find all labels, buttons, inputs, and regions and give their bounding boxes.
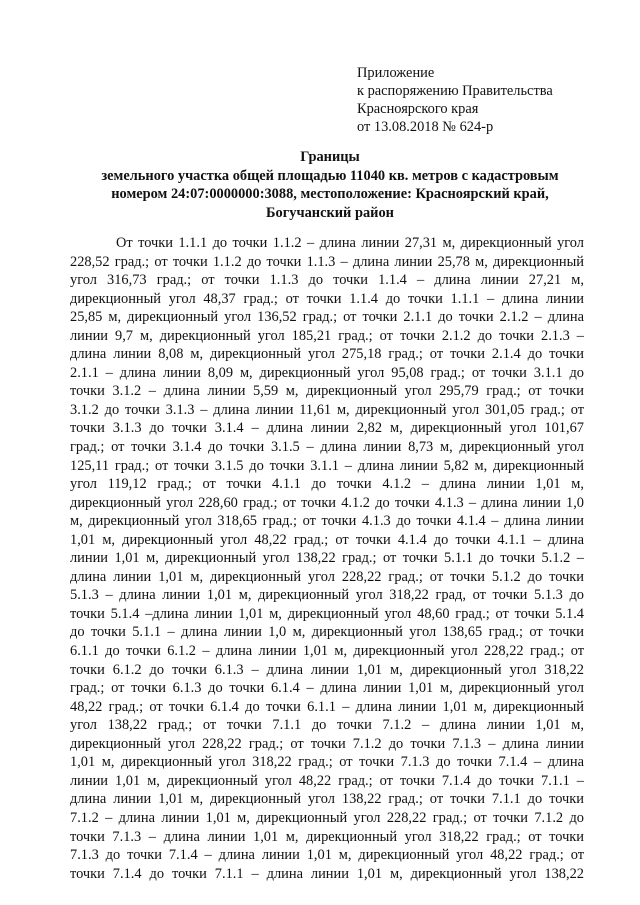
body-text-line: точки 7.1.4 до точки 7.1.1 – длина линии 1,01 м, дирекционный угол 138,22 <box>70 865 584 882</box>
body-text-line: От точки 1.1.1 до точки 1.1.2 – длина линии 27,31 м, дирекционный угол <box>116 235 584 251</box>
body-text-line: 5.1.3 – длина линии 1,01 м, дирекционный угол 318,22 град, от точки 5.1.3 до <box>70 587 584 604</box>
document-heading <box>70 148 590 222</box>
body-text-line: точки 6.1.2 до точки 6.1.3 – длина линии 1,01 м, дирекционный угол 318,22 <box>70 661 584 678</box>
body-text-line: до точки 5.1.1 – длина линии 1,0 м, дирекционный угол 138,65 град.; от точки <box>70 624 584 641</box>
body-text-line: длина линии 1,01 м, дирекционный угол 138,22 град.; от точки 7.1.1 до точки <box>70 791 584 808</box>
body-text-line: 25,85 м, дирекционный угол 136,52 град.; от точки 2.1.1 до точки 2.1.2 – длина <box>70 309 584 326</box>
body-text-line: линии 1,01 м, дирекционный угол 138,22 град.; от точки 5.1.1 до точки 5.1.2 – <box>70 550 584 567</box>
body-text-line: 48,22 град.; от точки 6.1.4 до точки 6.1.1 – длина линии 1,01 м, дирекционный <box>70 698 584 715</box>
body-text-line: 228,52 град.; от точки 1.1.2 до точки 1.1.3 – длина линии 25,78 м, дирекционный <box>70 253 584 270</box>
body-text-line: дирекционный угол 228,22 град.; от точки 7.1.2 до точки 7.1.3 – длина линии <box>70 735 584 752</box>
body-text-line: дирекционный угол 48,37 град.; от точки 1.1.4 до точки 1.1.1 – длина линии <box>70 290 584 307</box>
body-text-line: 7.1.3 до точки 7.1.4 – длина линии 1,01 м, дирекционный угол 48,22 град.; от <box>70 847 584 864</box>
appendix-order-ref: к распоряжению Правительства <box>357 83 553 99</box>
body-text-line: точки 7.1.3 – длина линии 1,01 м, дирекционный угол 318,22 град.; от точки <box>70 828 584 845</box>
body-text-line: 3.1.2 до точки 3.1.3 – длина линии 11,61 м, дирекционный угол 301,05 град.; от <box>70 401 584 418</box>
body-text-line: град.; от точки 6.1.3 до точки 6.1.4 – длина линии 1,01 м, дирекционный угол <box>70 680 584 697</box>
boundary-description-text <box>70 234 584 883</box>
body-text-line: точки 5.1.4 –длина линии 1,01 м, дирекционный угол 48,60 град.; от точки 5.1.4 <box>70 605 584 622</box>
heading-line-cadastral: номером 24:07:0000000:3088, местоположение: Красноярский край, <box>111 186 549 202</box>
heading-line-district: Богучанский район <box>266 204 394 221</box>
body-text-line: град.; от точки 3.1.4 до точки 3.1.5 – длина линии 8,73 м, дирекционный угол <box>70 439 584 456</box>
heading-line-area: земельного участка общей площадью 11040 кв. метров с кадастровым <box>101 167 559 184</box>
body-text-line: дирекционный угол 228,60 град.; от точки 4.1.2 до точки 4.1.3 – длина линии 1,0 <box>70 494 584 511</box>
body-text-line: точки 3.1.3 до точки 3.1.4 – длина линии 2,82 м, дирекционный угол 101,67 <box>70 420 584 437</box>
body-text-line: линии 1,01 м, дирекционный угол 48,22 град.; от точки 7.1.4 до точки 7.1.1 – <box>70 772 584 789</box>
body-text-line: линии 9,7 м, дирекционный угол 185,21 град.; от точки 2.1.2 до точки 2.1.3 – <box>70 327 584 344</box>
body-text-line: длина линии 1,01 м, дирекционный угол 228,22 град.; от точки 5.1.2 до точки <box>70 568 584 585</box>
body-text-line: угол 119,12 град.; от точки 4.1.1 до точки 4.1.2 – длина линии 1,01 м, <box>70 476 584 493</box>
body-text-line: м, дирекционный угол 318,65 град.; от точки 4.1.3 до точки 4.1.4 – длина линии <box>70 513 584 530</box>
body-text-line: угол 138,22 град.; от точки 7.1.1 до точки 7.1.2 – длина линии 1,01 м, <box>70 717 584 734</box>
body-text-line: 1,01 м, дирекционный угол 48,22 град.; от точки 4.1.4 до точки 4.1.1 – длина <box>70 531 584 548</box>
body-text-line: 1,01 м, дирекционный угол 318,22 град.; от точки 7.1.3 до точки 7.1.4 – длина <box>70 754 584 771</box>
appendix-title: Приложение <box>357 65 435 81</box>
appendix-region: Красноярского края <box>357 101 479 117</box>
appendix-date-number: от 13.08.2018 № 624-р <box>357 119 494 135</box>
body-text-line: 2.1.1 – длина линии 8,09 м, дирекционный угол 95,08 град.; от точки 3.1.1 до <box>70 364 584 381</box>
body-text-line: 7.1.2 – длина линии 1,01 м, дирекционный угол 228,22 град.; от точки 7.1.2 до <box>70 809 584 826</box>
body-text-line: угол 316,73 град.; от точки 1.1.3 до точки 1.1.4 – длина линии 27,21 м, <box>70 272 584 289</box>
body-text-line: 6.1.1 до точки 6.1.2 – длина линии 1,01 м, дирекционный угол 228,22 град.; от <box>70 643 584 660</box>
body-text-line: точки 3.1.2 – длина линии 5,59 м, дирекционный угол 295,79 град.; от точки <box>70 383 584 400</box>
body-text-line: длина линии 8,08 м, дирекционный угол 275,18 град.; от точки 2.1.4 до точки <box>70 346 584 363</box>
heading-title: Границы <box>300 149 360 165</box>
body-text-line: 125,11 град.; от точки 3.1.5 до точки 3.1.1 – длина линии 5,82 м, дирекционный <box>70 457 584 474</box>
appendix-block <box>357 64 617 136</box>
